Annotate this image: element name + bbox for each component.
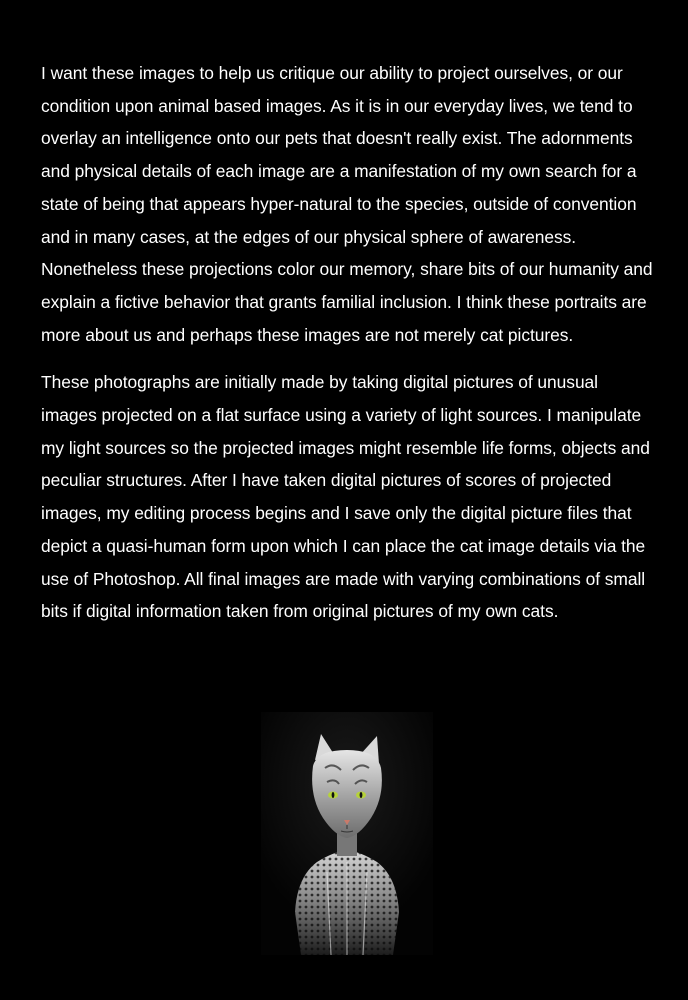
statement-paragraph-1: I want these images to help us critique our ability to project ourselves, or our condition upon animal based images. As it is in our everyday lives, we tend to overlay an intelligence onto our pets that doesn't really exist. The adornments and physical details of each image are a manifestation of my own search for a state of being that appears hyper-natural to the species, outside of convention and in many cases, at the edges of our physical sphere of awareness. Nonetheless these projections color our memory, share bits of our humanity and explain a fictive behavior that grants familial inclusion. I think these portraits are more about us and perhaps these images are not merely cat pictures. bbox=[41, 63, 653, 345]
artist-statement bbox=[41, 57, 656, 643]
cat-pupil-right bbox=[360, 792, 363, 798]
cat-pupil-left bbox=[332, 792, 335, 798]
cat-portrait-image bbox=[261, 712, 433, 955]
cat-portrait-artwork bbox=[261, 712, 433, 955]
statement-paragraph-2: These photographs are initially made by taking digital pictures of unusual images projected on a flat surface using a variety of light sources. I manipulate my light sources so the projected images might resemble life forms, objects and peculiar structures. After I have taken digital pictures of scores of projected images, my editing process begins and I save only the digital picture files that depict a quasi-human form upon which I can place the cat image details via the use of Photoshop. All final images are made with varying combinations of small bits if digital information taken from original pictures of my own cats. bbox=[41, 372, 650, 622]
